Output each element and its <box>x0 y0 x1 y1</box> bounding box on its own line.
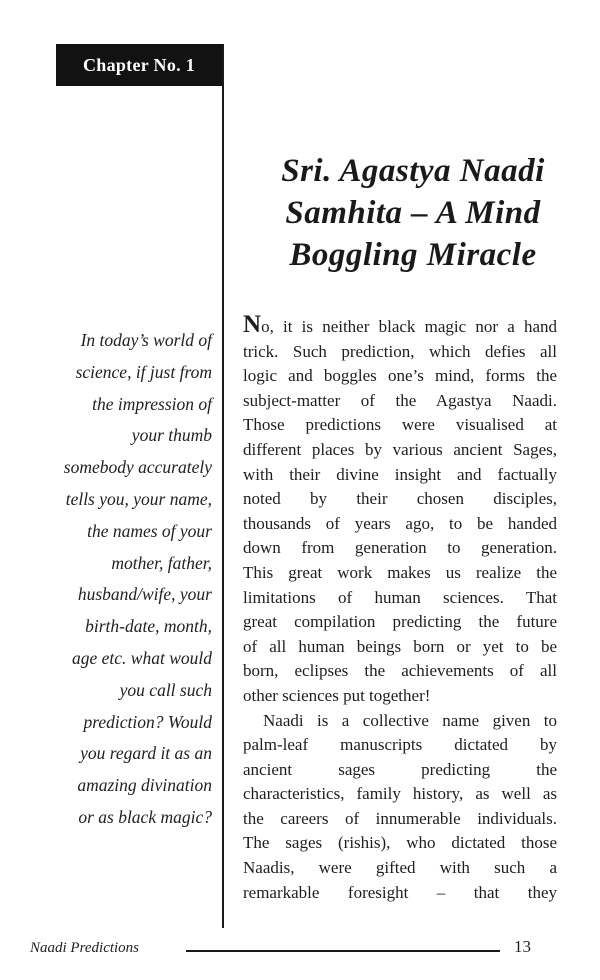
body-line <box>243 313 557 340</box>
quote-line: you regard it as an <box>80 743 212 764</box>
body-line: Naadis, were gifted with such a <box>243 858 557 878</box>
body-line: characteristics, family history, as well as <box>243 784 557 804</box>
footer-rule <box>186 950 500 952</box>
quote-line: In today’s world of <box>80 330 212 350</box>
body-line: great compilation predicting the future <box>243 612 557 632</box>
quote-line: your thumb <box>131 425 212 446</box>
quote-line: husband/wife, your <box>77 584 212 605</box>
quote-line: science, if just from <box>75 361 212 382</box>
body-line: of all human beings born or yet to be <box>243 636 557 656</box>
body-text <box>243 313 557 905</box>
sidebar-pull-quote <box>40 325 212 834</box>
title-line: Sri. Agastya Naadi <box>281 153 545 189</box>
body-line: The sages (rishis), who dictated those <box>243 833 557 853</box>
body-line: trick. Such prediction, which defies all <box>243 341 557 361</box>
body-line: palm-leaf manuscripts dictated by <box>243 735 557 755</box>
quote-line: age etc. what would <box>72 647 212 668</box>
body-line: Those predictions were visualised at <box>243 415 557 435</box>
body-line: remarkable foresight – that they <box>243 882 557 902</box>
body-line: This great work makes us realize the <box>243 562 557 582</box>
quote-line: you call such <box>119 679 212 700</box>
body-line: down from generation to generation. <box>243 538 557 558</box>
vertical-divider <box>222 44 224 928</box>
quote-line: tells you, your name, <box>65 488 212 509</box>
body-line: ancient sages predicting the <box>243 759 557 779</box>
body-line: other sciences put together! <box>243 685 431 705</box>
quote-line: the impression of <box>92 393 212 414</box>
quote-line: the names of your <box>87 520 212 541</box>
chapter-title <box>228 150 598 276</box>
body-line: limitations of human sciences. That <box>243 587 557 607</box>
body-line: born, eclipses the achievements of all <box>243 661 557 681</box>
page-number: 13 <box>514 937 531 956</box>
body-line: Naadi is a collective name given to <box>263 710 557 730</box>
body-line: thousands of years ago, to be handed <box>243 513 557 533</box>
body-line-text: o, it is neither black magic nor a hand <box>261 317 557 336</box>
drop-cap: N <box>243 311 262 338</box>
quote-line: amazing divination <box>77 775 212 796</box>
quote-line: birth-date, month, <box>85 616 212 637</box>
title-line: Samhita – A Mind <box>285 195 541 231</box>
running-footer-title: Naadi Predictions <box>30 940 140 956</box>
body-line: the careers of innumerable individuals. <box>243 808 557 828</box>
quote-line: mother, father, <box>111 552 212 573</box>
body-line: different places by various ancient Sages, <box>243 439 557 459</box>
body-line: with their divine insight and factually <box>243 464 557 484</box>
title-line: Boggling Miracle <box>289 237 537 273</box>
body-line: logic and boggles one’s mind, forms the <box>243 366 557 386</box>
quote-line: prediction? Would <box>83 711 212 732</box>
body-line: noted by their chosen disciples, <box>243 489 557 509</box>
quote-line: somebody accurately <box>63 457 212 478</box>
chapter-label: Chapter No. 1 <box>56 44 222 86</box>
quote-line: or as black magic? <box>78 806 212 827</box>
body-line: subject-matter of the Agastya Naadi. <box>243 390 557 410</box>
